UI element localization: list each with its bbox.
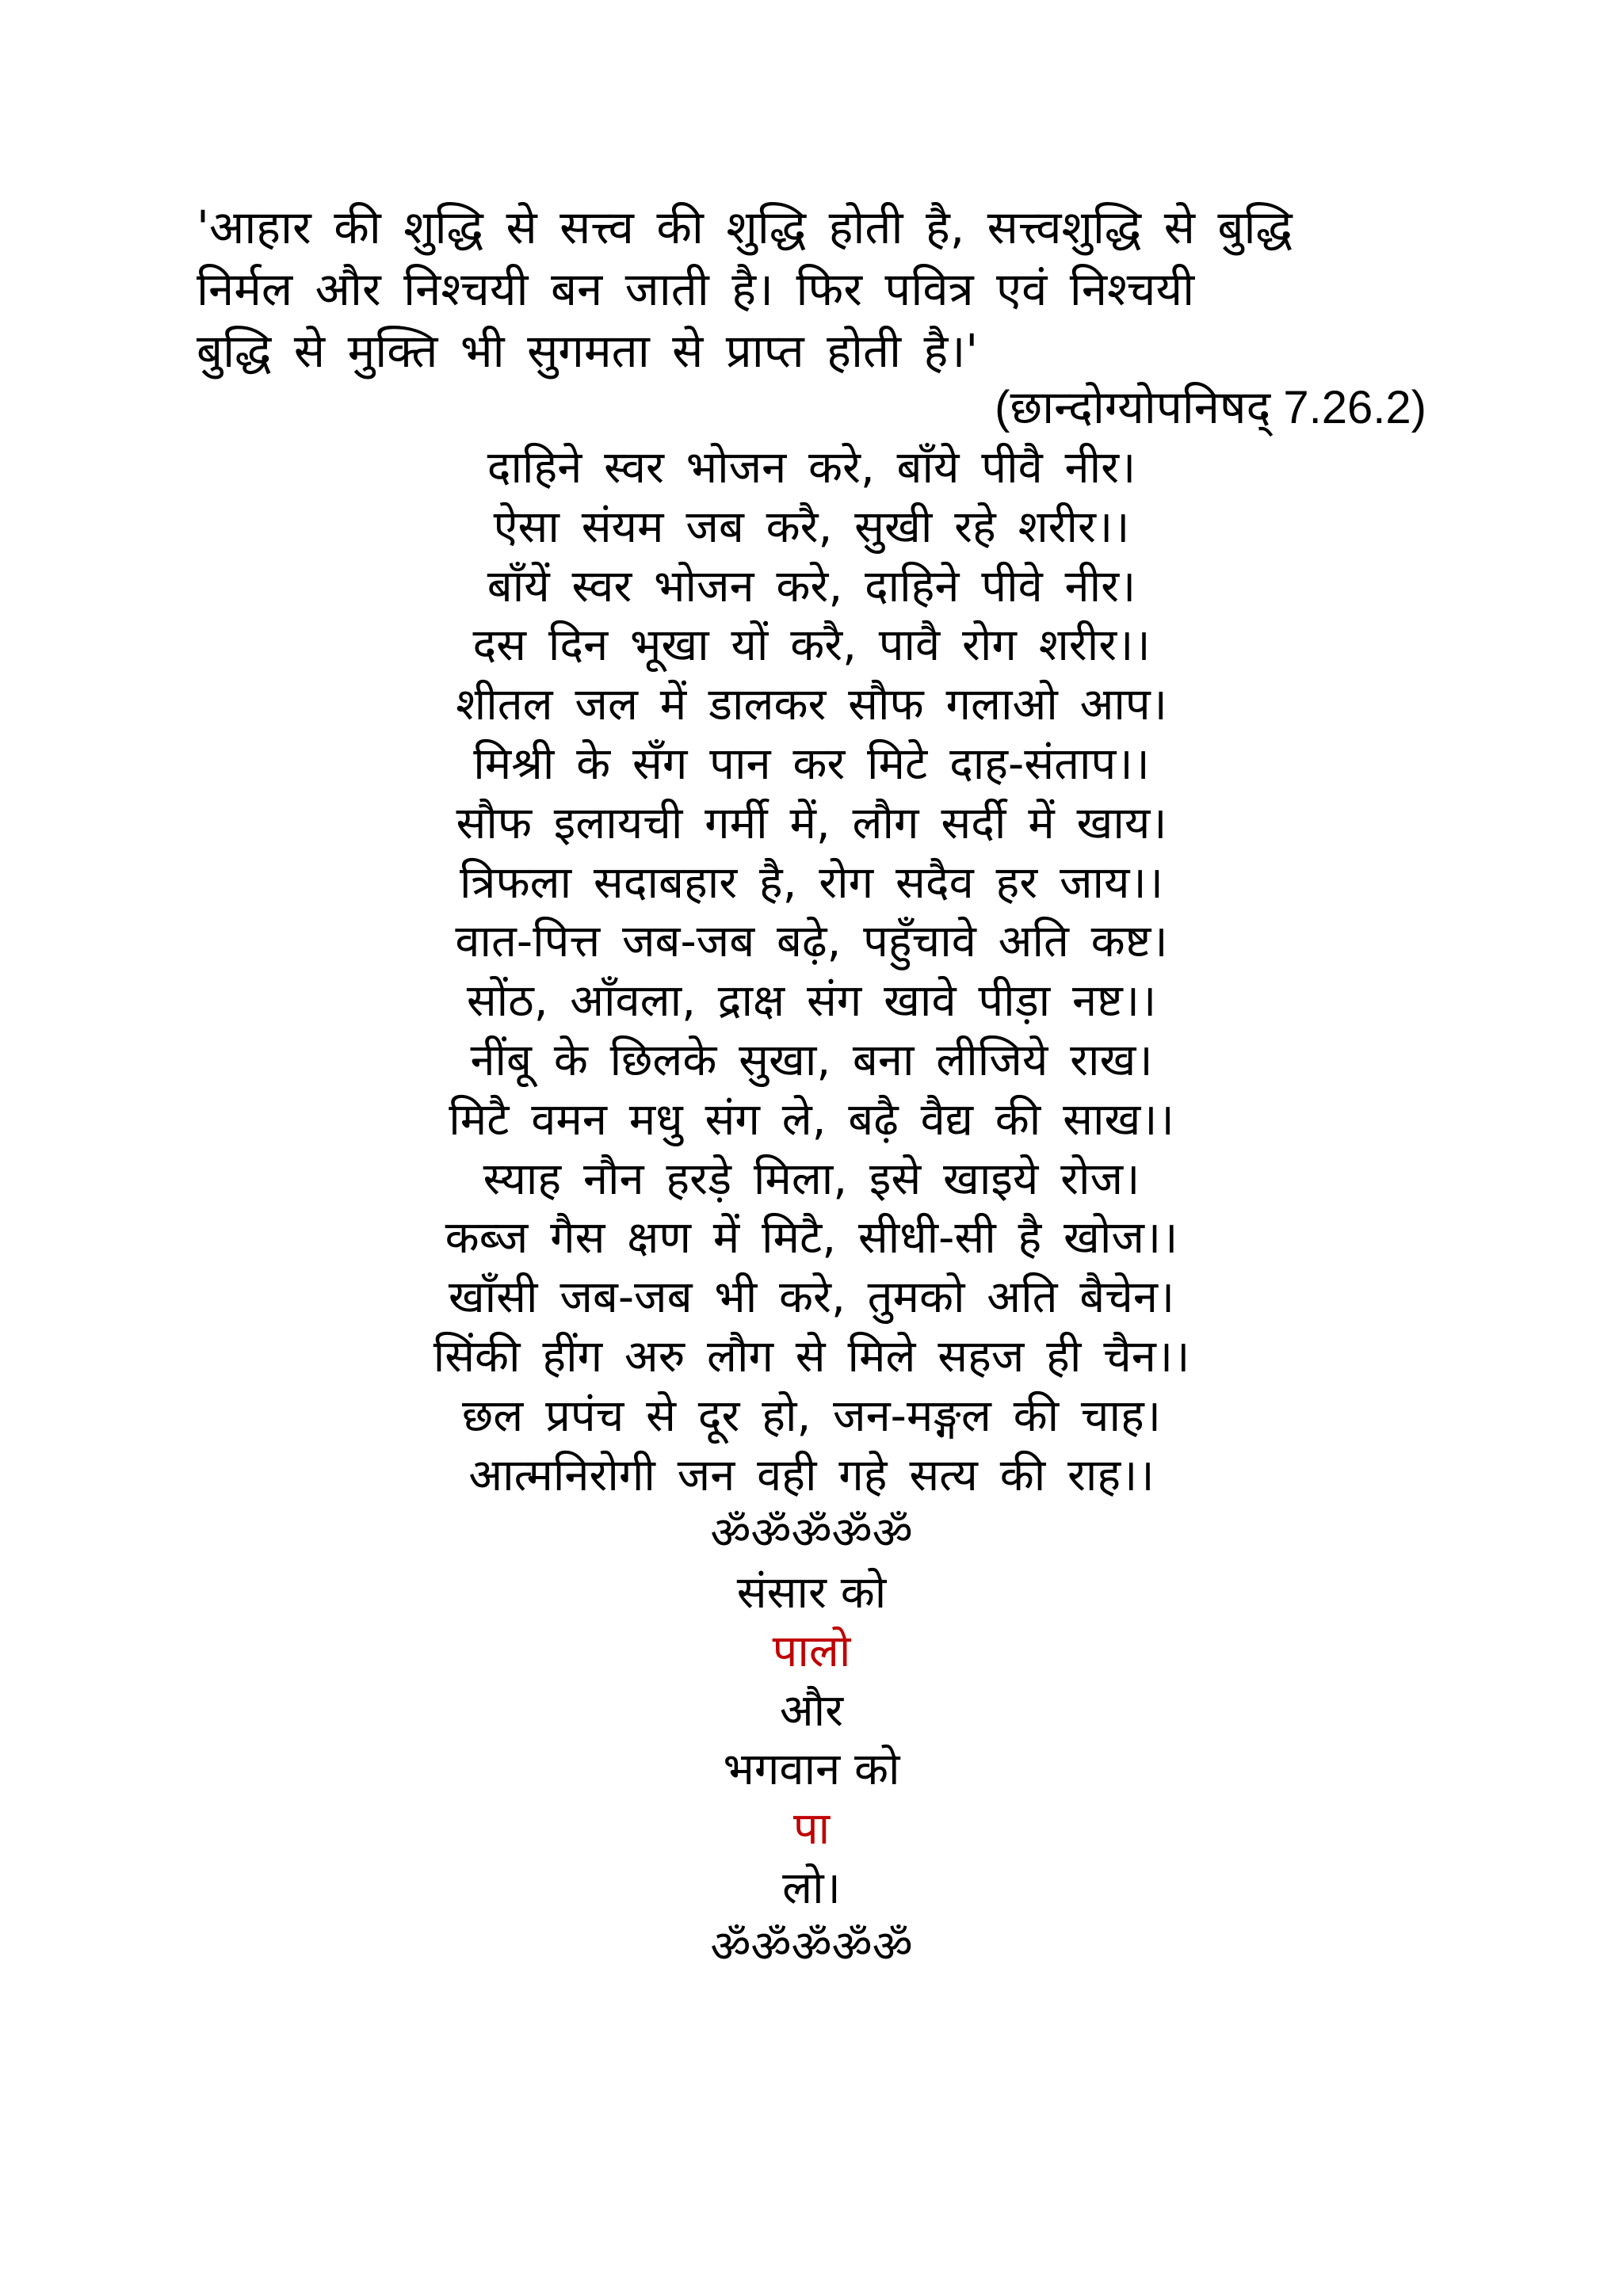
om-row-bottom: ॐॐॐॐॐ bbox=[710, 1921, 913, 1974]
closing-line-palo: पालो bbox=[772, 1626, 851, 1678]
closing-line-lo: लो। bbox=[782, 1862, 841, 1914]
couplet-line: सौफ इलायची गर्मी में, लौग सर्दी में खाय। bbox=[456, 797, 1167, 849]
quote-citation: (छान्दोग्योपनिषद् 7.26.2) bbox=[995, 382, 1426, 433]
closing-line-aur: और bbox=[779, 1684, 844, 1737]
couplet-line: ऐसा संयम जब करै, सुखी रहे शरीर।। bbox=[493, 501, 1130, 553]
couplet-line: शीतल जल में डालकर सौफ गलाओ आप। bbox=[456, 679, 1167, 731]
couplet-line: त्रिफला सदाबहार है, रोग सदैव हर जाय।। bbox=[460, 856, 1163, 909]
couplet-line: दस दिन भूखा यों करै, पावै रोग शरीर।। bbox=[472, 620, 1151, 672]
closing-line-pa: पा bbox=[792, 1802, 831, 1855]
closing-verse bbox=[0, 1505, 1623, 1978]
couplet-line: दाहिने स्वर भोजन करे, बाँये पीवै नीर। bbox=[487, 442, 1136, 494]
couplet-line: सोंठ, आँवला, द्राक्ष संग खावे पीड़ा नष्ट।। bbox=[466, 975, 1157, 1028]
couplet-line: वात-पित्त जब-जब बढ़े, पहुँचावे अति कष्ट। bbox=[455, 916, 1168, 968]
couplet-line: मिश्री के सँग पान कर मिटे दाह-संताप।। bbox=[473, 738, 1150, 790]
couplet-line: नींबू के छिलके सुखा, बना लीजिये राख। bbox=[470, 1034, 1153, 1086]
upanishad-quote bbox=[197, 196, 1433, 382]
couplet-line: कब्ज गैस क्षण में मिटै, सीधी-सी है खोज।। bbox=[445, 1212, 1178, 1264]
quote-line: 'आहार की शुद्धि से सत्त्व की शुद्धि होती है, सत्त्वशुद्धि से बुद्धि bbox=[197, 200, 1293, 254]
couplet-line: बाँयें स्वर भोजन करे, दाहिने पीवे नीर। bbox=[487, 560, 1136, 612]
couplet-line: छल प्रपंच से दूर हो, जन-मङ्गल की चाह। bbox=[462, 1390, 1161, 1442]
couplet-line: मिटै वमन मधु संग ले, बढ़ै वैद्य की साख।। bbox=[449, 1093, 1174, 1146]
health-couplets bbox=[0, 439, 1623, 1505]
closing-line-bhagwan: भगवान को bbox=[723, 1744, 900, 1796]
om-row-top: ॐॐॐॐॐ bbox=[710, 1508, 913, 1559]
couplet-line: आत्मनिरोगी जन वही गहे सत्य की राह।। bbox=[468, 1449, 1155, 1501]
closing-line-sansar: संसार को bbox=[736, 1566, 887, 1619]
quote-line: बुद्धि से मुक्ति भी सुगमता से प्राप्त होती है।' bbox=[197, 324, 979, 378]
couplet-line: स्याह नौन हरड़े मिला, इसे खाइये रोज। bbox=[483, 1153, 1140, 1205]
couplet-line: खाँसी जब-जब भी करे, तुमको अति बैचेन। bbox=[448, 1272, 1175, 1324]
couplet-line: सिंकी हींग अरु लौग से मिले सहज ही चैन।। bbox=[433, 1330, 1190, 1383]
quote-line: निर्मल और निश्चयी बन जाती है। फिर पवित्र एवं निश्चयी bbox=[197, 262, 1195, 316]
